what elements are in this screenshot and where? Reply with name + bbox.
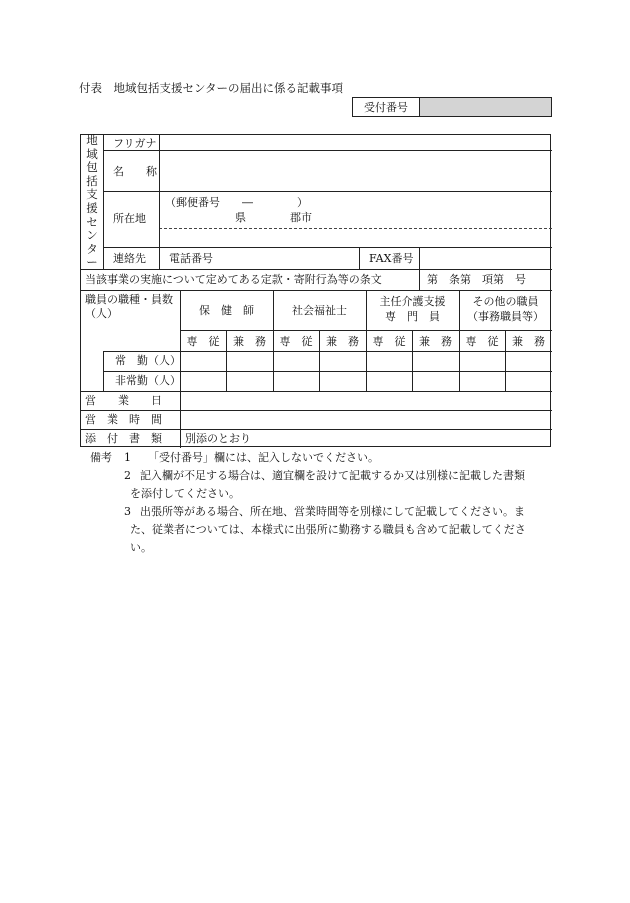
phone-label: 電話番号 [169,252,213,265]
prefecture-label: 県 [235,211,246,224]
rule [359,247,360,269]
note-text-continued: を添付してください。 [130,487,240,500]
staff-heading-unit: （人） [85,307,118,320]
fulltime-label: 常 勤（人） [115,354,181,367]
role-care-manager: 主任介護支援 専 門 員 [379,295,446,323]
rule [103,191,552,192]
dedicated-header: 専 従 [465,334,499,348]
parttime-label: 非常勤（人） [115,374,181,387]
fax-label: FAX番号 [369,252,414,265]
rule [103,371,552,372]
note-text-continued: い。 [130,541,152,554]
business-hours-label: 営 業 時 間 [85,413,162,426]
concurrent-header: 兼 務 [233,334,266,348]
note-text: 出張所等がある場合、所在地、営業時間等を別様にして記載してください。ま [140,505,525,518]
dedicated-header: 専 従 [372,334,406,348]
staff-heading: 職員の職種・員数 [85,293,173,306]
rule [419,269,420,290]
note-number: 1 [124,451,131,464]
note-number: 2 [124,469,131,482]
registration-form-table [80,134,551,447]
center-side-label: 地 域 包 括 支 援 セ ン タ ー [86,133,98,270]
note-text: 記入欄が不足する場合は、適宜欄を設けて記載するか又は別様に記載した書類 [140,469,525,482]
rule [419,247,420,269]
role-social-worker: 社会福祉士 [292,304,347,317]
receipt-number-box [352,97,552,117]
address-label: 所在地 [113,212,146,225]
notes-prefix: 備考 [90,451,112,464]
rule [103,150,552,151]
attachments-value: 別添のとおり [185,432,251,445]
rule [81,429,552,430]
contact-label: 連絡先 [113,252,146,265]
rule [180,391,181,448]
articles-label: 当該事業の実施について定めてある定款・寄附行為等の条文 [85,273,382,286]
city-label: 郡市 [290,211,312,224]
rule [103,247,552,248]
concurrent-header: 兼 務 [419,334,452,348]
concurrent-header: 兼 務 [512,334,545,348]
rule [81,391,552,392]
note-text-continued: た、従業者については、本様式に出張所に勤務する職員も含めて記載してくださ [130,523,526,536]
rule [103,135,104,269]
note-text: 「受付番号」欄には、記入しないでください。 [148,451,379,464]
dashed-rule [159,228,552,229]
rule [159,135,160,247]
dedicated-header: 専 従 [279,334,313,348]
name-label: 名 称 [113,165,157,178]
attachments-label: 添 付 書 類 [85,432,162,445]
articles-value: 第 条第 項第 号 [427,273,526,286]
note-number: 3 [124,505,131,518]
role-public-health-nurse: 保 健 師 [199,304,254,317]
form-title: 付表 地域包括支援センターの届出に係る記載事項 [79,81,344,95]
rule [103,351,104,391]
furigana-label: フリガナ [113,137,157,150]
receipt-number-field [420,98,551,116]
concurrent-header: 兼 務 [326,334,359,348]
receipt-number-label: 受付番号 [353,98,420,116]
dedicated-header: 専 従 [186,334,220,348]
rule [81,269,552,270]
rule [159,247,160,269]
rule [81,410,552,411]
rule [103,351,552,352]
postal-code-line: （郵便番号 ― ） [165,196,308,209]
business-days-label: 営 業 日 [85,394,162,407]
role-other-staff: その他の職員 （事務職員等） [467,295,544,323]
